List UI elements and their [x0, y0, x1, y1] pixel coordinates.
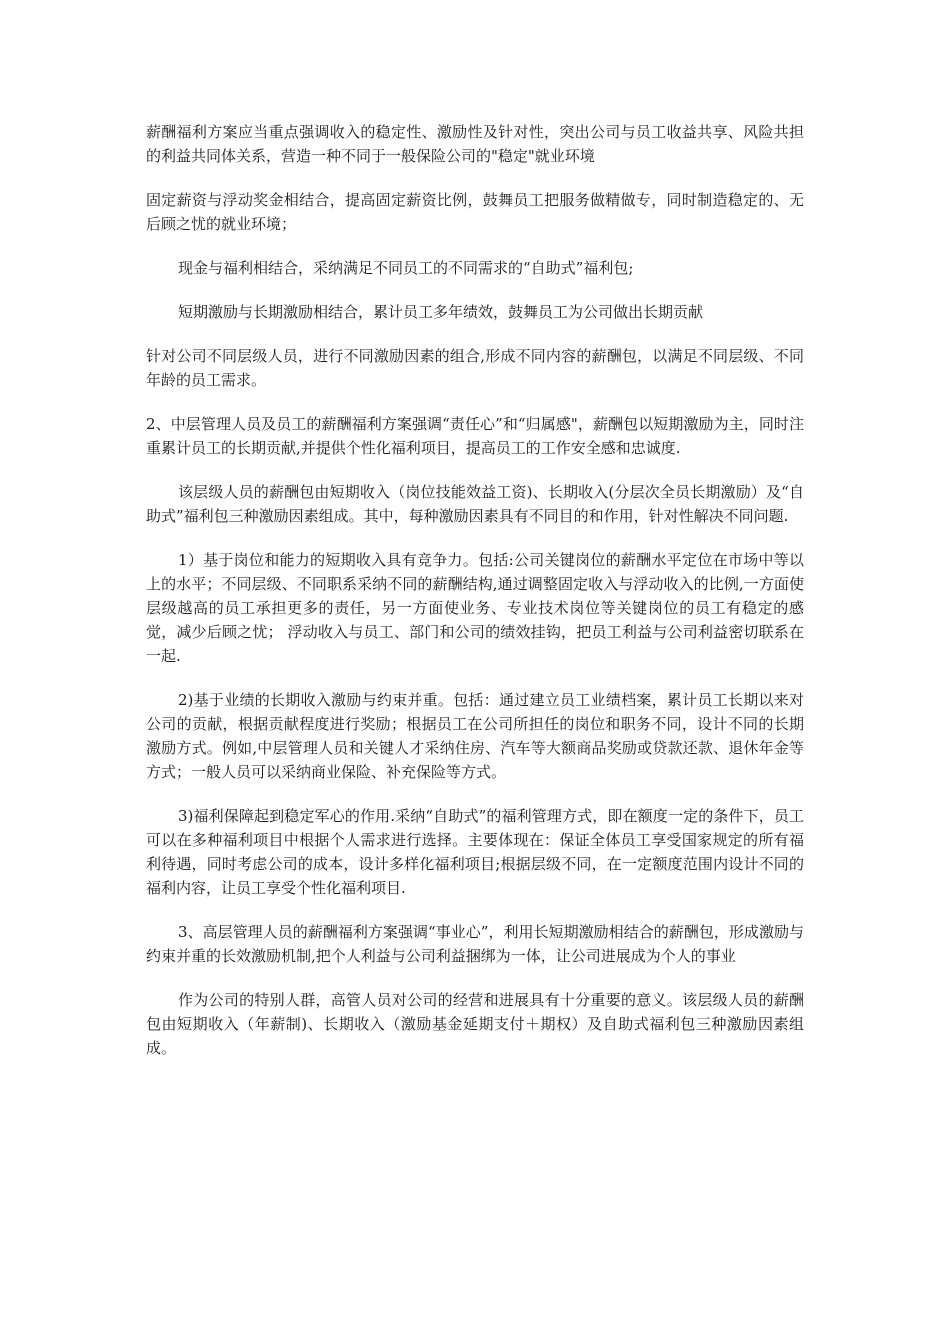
paragraph-section-2-package: 该层级人员的薪酬包由短期收入（岗位技能效益工资)、长期收入(分层次全员长期激励）及“自助式”福利包三种激励因素组成。其中，每种激励因素具有不同目的和作用，针对性解决不同问题. — [146, 483, 804, 525]
paragraph-short-long-term: 短期激励与长期激励相结合，累计员工多年绩效，鼓舞员工为公司做出长期贡献 — [178, 303, 704, 321]
paragraph-cash-benefits: 现金与福利相结合，采纳满足不同员工的不同需求的“自助式”福利包; — [178, 259, 634, 277]
paragraph-levels: 针对公司不同层级人员，进行不同激励因素的组合,形成不同内容的薪酬包，以满足不同层级、不同年龄的员工需求。 — [146, 347, 804, 389]
paragraph-section-3-package: 作为公司的特别人群，高管人员对公司的经营和进展具有十分重要的意义。该层级人员的薪酬包由短期收入（年薪制)、长期收入（激励基金延期支付＋期权）及自助式福利包三种激励因素组成。 — [146, 991, 804, 1057]
paragraph-section-2: 2、中层管理人员及员工的薪酬福利方案强调“责任心”和“归属感"，薪酬包以短期激励为主，同时注重累计员工的长期贡献,并提供个性化福利项目，提高员工的工作安全感和忠诚度. — [146, 415, 804, 457]
paragraph-intro: 薪酬福利方案应当重点强调收入的稳定性、激励性及针对性，突出公司与员工收益共享、风险共担的利益共同体关系，营造一种不同于一般保险公司的"稳定"就业环境 — [146, 123, 804, 165]
paragraph-fixed-salary: 固定薪资与浮动奖金相结合，提高固定薪资比例，鼓舞员工把服务做精做专，同时制造稳定的、无后顾之忧的就业环境； — [146, 191, 804, 233]
paragraph-item-2: 2)基于业绩的长期收入激励与约束并重。包括：通过建立员工业绩档案，累计员工长期以来对公司的贡献，根据贡献程度进行奖励；根据员工在公司所担任的岗位和职务不同，设计不同的长期激励方式。例如,中层管理人员和关键人才采纳住房、汽车等大额商品奖励或贷款还款、退休年金等方式；一般人员可以采纳商业保险、补充保险等方式。 — [146, 691, 804, 781]
document-body — [146, 120, 804, 1080]
paragraph-section-3: 3、高层管理人员的薪酬福利方案强调“事业心”，利用长短期激励相结合的薪酬包，形成激励与约束并重的长效激励机制,把个人利益与公司利益捆绑为一体，让公司进展成为个人的事业 — [146, 923, 804, 965]
paragraph-item-1: 1）基于岗位和能力的短期收入具有竞争力。包括:公司关键岗位的薪酬水平定位在市场中等以上的水平；不同层级、不同职系采纳不同的薪酬结构,通过调整固定收入与浮动收入的比例,一方面使层级越高的员工承担更多的责任，另一方面使业务、专业技术岗位等关键岗位的员工有稳定的感觉，减少后顾之忧； 浮动收入与员工、部门和公司的绩效挂钩，把员工利益与公司利益密切联系在一起. — [146, 551, 804, 665]
paragraph-item-3: 3)福利保障起到稳定军心的作用.采纳“自助式”的福利管理方式，即在额度一定的条件下，员工可以在多种福利项目中根据个人需求进行选择。主要体现在：保证全体员工享受国家规定的所有福利待遇，同时考虑公司的成本，设计多样化福利项目;根据层级不同，在一定额度范围内设计不同的福利内容，让员工享受个性化福利项目. — [146, 807, 804, 897]
